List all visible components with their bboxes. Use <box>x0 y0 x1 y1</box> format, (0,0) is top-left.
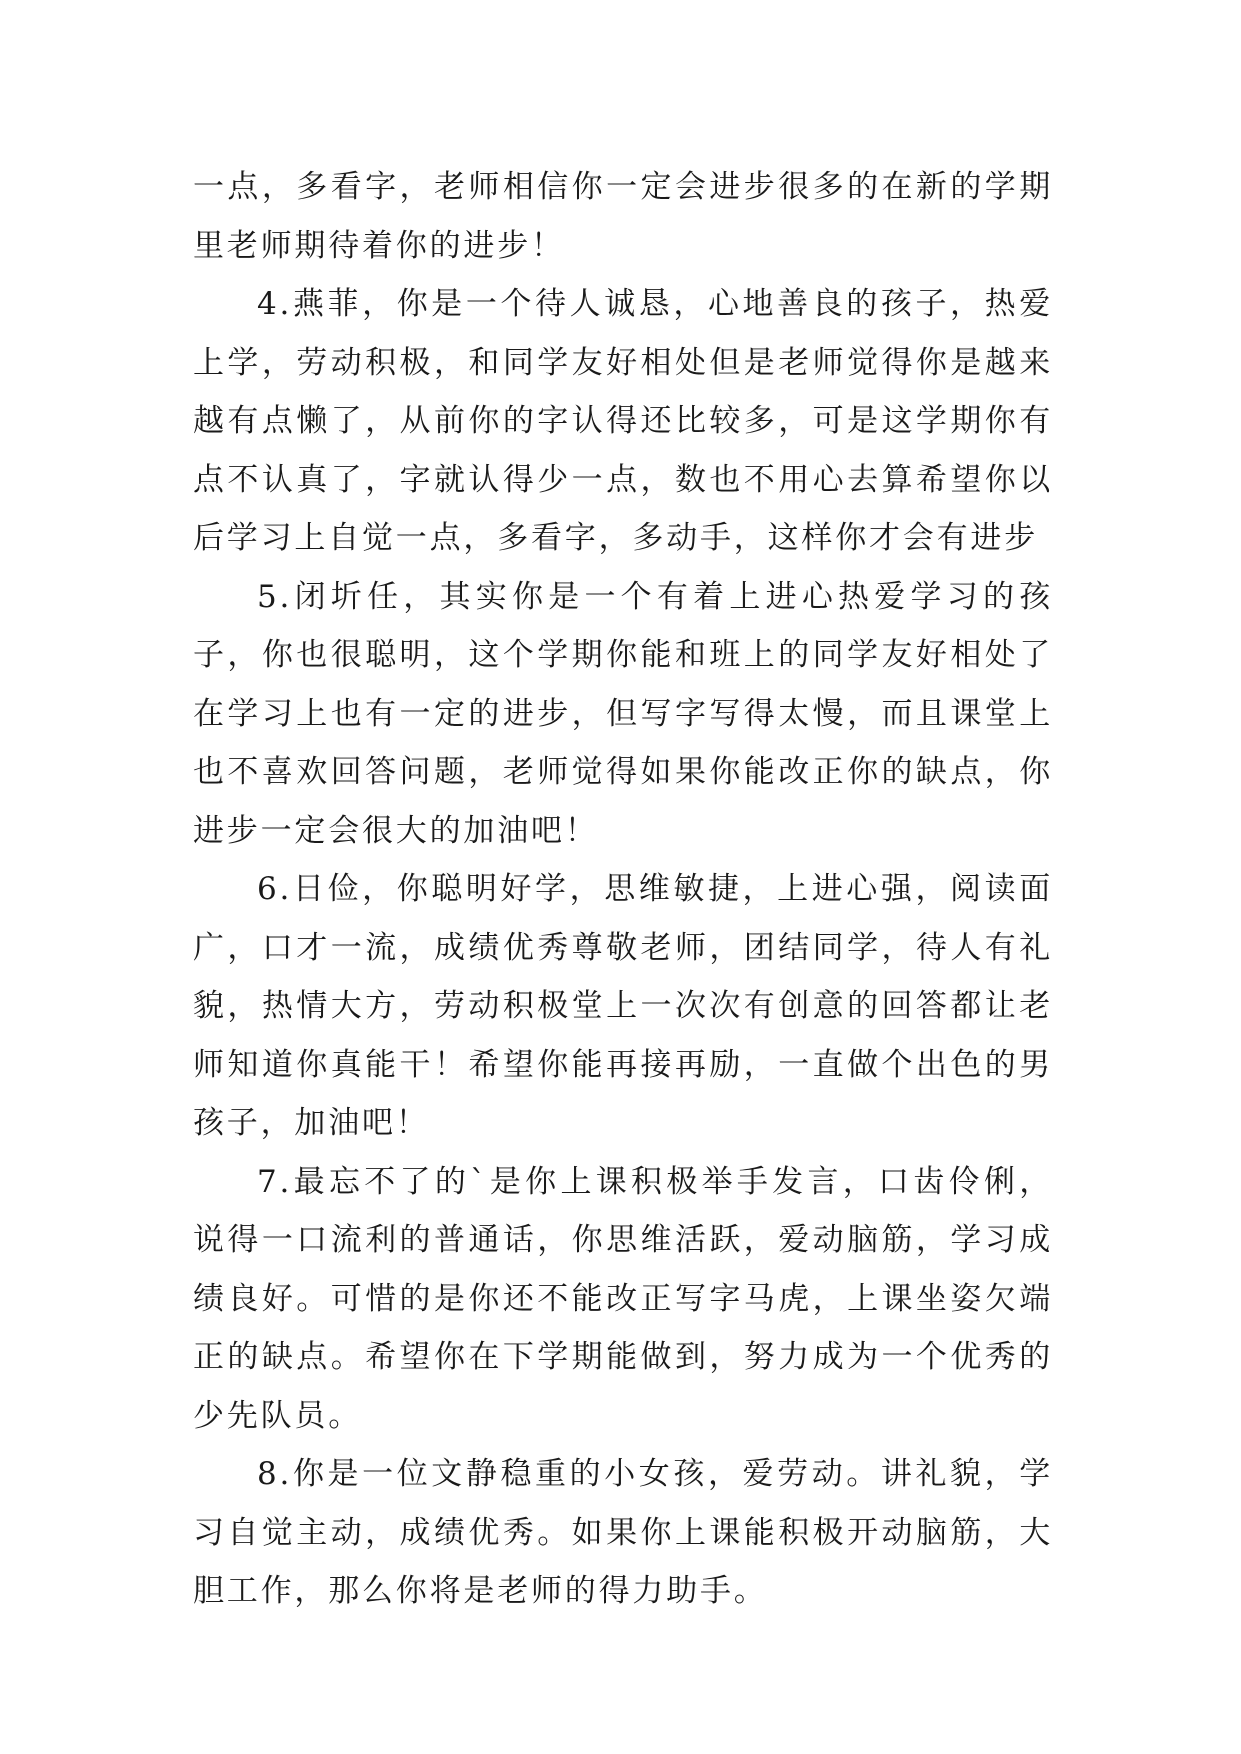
paragraph-comment-5: 5.闭圻任，其实你是一个有着上进心热爱学习的孩子，你也很聪明，这个学期你能和班上的同学友好相处了在学习上也有一定的进步，但写字写得太慢，而且课堂上也不喜欢回答问题，老师觉得如果你能改正你的缺点，你进步一定会很大的加油吧！ <box>193 578 1053 849</box>
paragraph-continuation: 一点，多看字，老师相信你一定会进步很多的在新的学期里老师期待着你的进步！ <box>193 169 1053 264</box>
paragraph-comment-4: 4.燕菲，你是一个待人诚恳，心地善良的孩子，热爱上学，劳动积极，和同学友好相处但是老师觉得你是越来越有点懒了，从前你的字认得还比较多，可是这学期你有点不认真了，字就认得少一点，数也不用心去算希望你以后学习上自觉一点，多看字，多动手，这样你才会有进步 <box>193 286 1053 556</box>
paragraph-comment-7: 7.最忘不了的`是你上课积极举手发言，口齿伶俐，说得一口流利的普通话，你思维活跃，爱动脑筋，学习成绩良好。可惜的是你还不能改正写字马虎，上课坐姿欠端正的缺点。希望你在下学期能做到，努力成为一个优秀的少先队员。 <box>193 1163 1053 1434</box>
document-body <box>193 158 1053 1621</box>
paragraph-comment-8: 8.你是一位文静稳重的小女孩，爱劳动。讲礼貌，学习自觉主动，成绩优秀。如果你上课能积极开动脑筋，大胆工作，那么你将是老师的得力助手。 <box>193 1456 1053 1609</box>
paragraph-comment-6: 6.日俭，你聪明好学，思维敏捷，上进心强，阅读面广，口才一流，成绩优秀尊敬老师，团结同学，待人有礼貌，热情大方，劳动积极堂上一次次有创意的回答都让老师知道你真能干！希望你能再接再励，一直做个出色的男孩子，加油吧！ <box>193 871 1053 1141</box>
